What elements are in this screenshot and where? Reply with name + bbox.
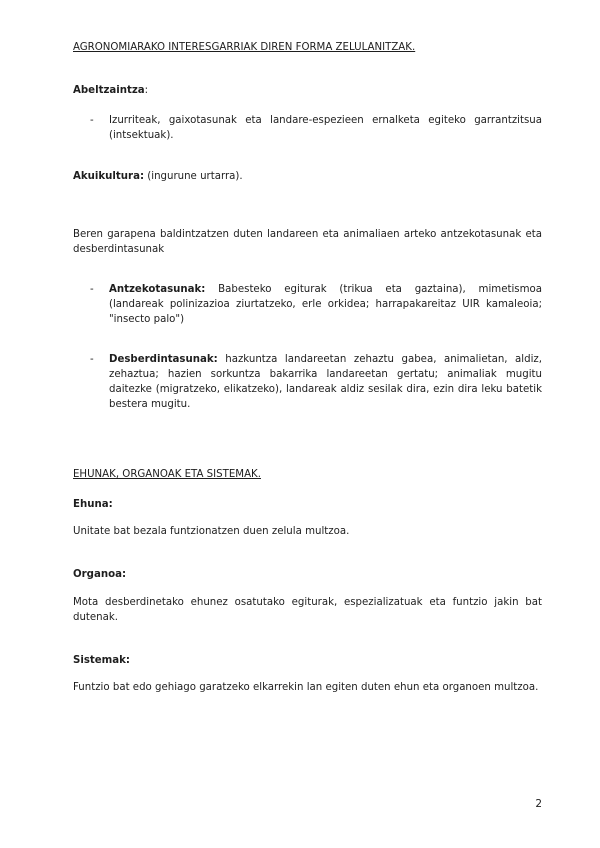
organoa-definition: Mota desberdinetako ehunez osatutako egiturak, espezializatuak eta funtzio jakin bat dutenak. — [73, 597, 542, 623]
sistemak-label: Sistemak: — [73, 655, 131, 666]
akuikultura-paragraph — [73, 169, 542, 184]
desberdintasunak-label: Desberdintasunak: — [109, 354, 218, 365]
akuikultura-text: (ingurune urtarra). — [144, 171, 243, 182]
ehuna-label: Ehuna: — [73, 499, 113, 510]
abeltzaintza-label: Abeltzaintza — [73, 85, 145, 96]
organoa-label: Organoa: — [73, 569, 127, 580]
list-dash: - — [90, 284, 94, 295]
list-item-abeltzaintza — [90, 113, 542, 143]
list-item-text — [109, 282, 542, 327]
list-dash: - — [90, 115, 94, 126]
abeltzaintza-heading — [73, 83, 542, 98]
page-number: 2 — [535, 798, 542, 810]
section-title-ehunak-organoak-sistemak: EHUNAK, ORGANOAK ETA SISTEMAK. — [73, 469, 261, 480]
list-item-text — [109, 352, 542, 412]
antzekotasunak-label: Antzekotasunak: — [109, 284, 206, 295]
desberdintasunak-text: hazkuntza landareetan zehaztu gabea, animalietan, aldiz, zehaztua; hazien sorkuntza bakarrika landareetan gertatu; animaliak mugitu daitezke (migratzeko, elikatzeko), landareak aldiz sesilak dira, ezin dira leku batetik bestera mugitu. — [109, 354, 542, 410]
section-title-forma-zelulanitzak: AGRONOMIARAKO INTERESGARRIAK DIREN FORMA ZELULANITZAK. — [73, 42, 416, 53]
intro-paragraph: Beren garapena baldintzatzen duten landareen eta animaliaen arteko antzekotasunak eta desberdintasunak — [73, 229, 542, 255]
akuikultura-label: Akuikultura: — [73, 171, 145, 182]
antzekotasunak-text: Babesteko egiturak (trikua eta gaztaina), mimetismoa (landareak polinizazioa ziurtatzeko, erle orkidea; harrapakareitaz UIR kamaleoia; "insecto palo") — [109, 284, 542, 325]
list-item-desberdintasunak — [90, 352, 542, 412]
list-item-antzekotasunak — [90, 282, 542, 327]
abeltzaintza-colon: : — [144, 85, 149, 96]
list-dash: - — [90, 354, 94, 365]
list-item-text: Izurriteak, gaixotasunak eta landare-espezieen ernalketa egiteko garrantzitsua (intsektuak). — [109, 115, 542, 141]
sistemak-definition: Funtzio bat edo gehiago garatzeko elkarrekin lan egiten duten ehun eta organoen multzoa. — [73, 682, 539, 693]
ehuna-definition: Unitate bat bezala funtzionatzen duen zelula multzoa. — [73, 526, 350, 537]
